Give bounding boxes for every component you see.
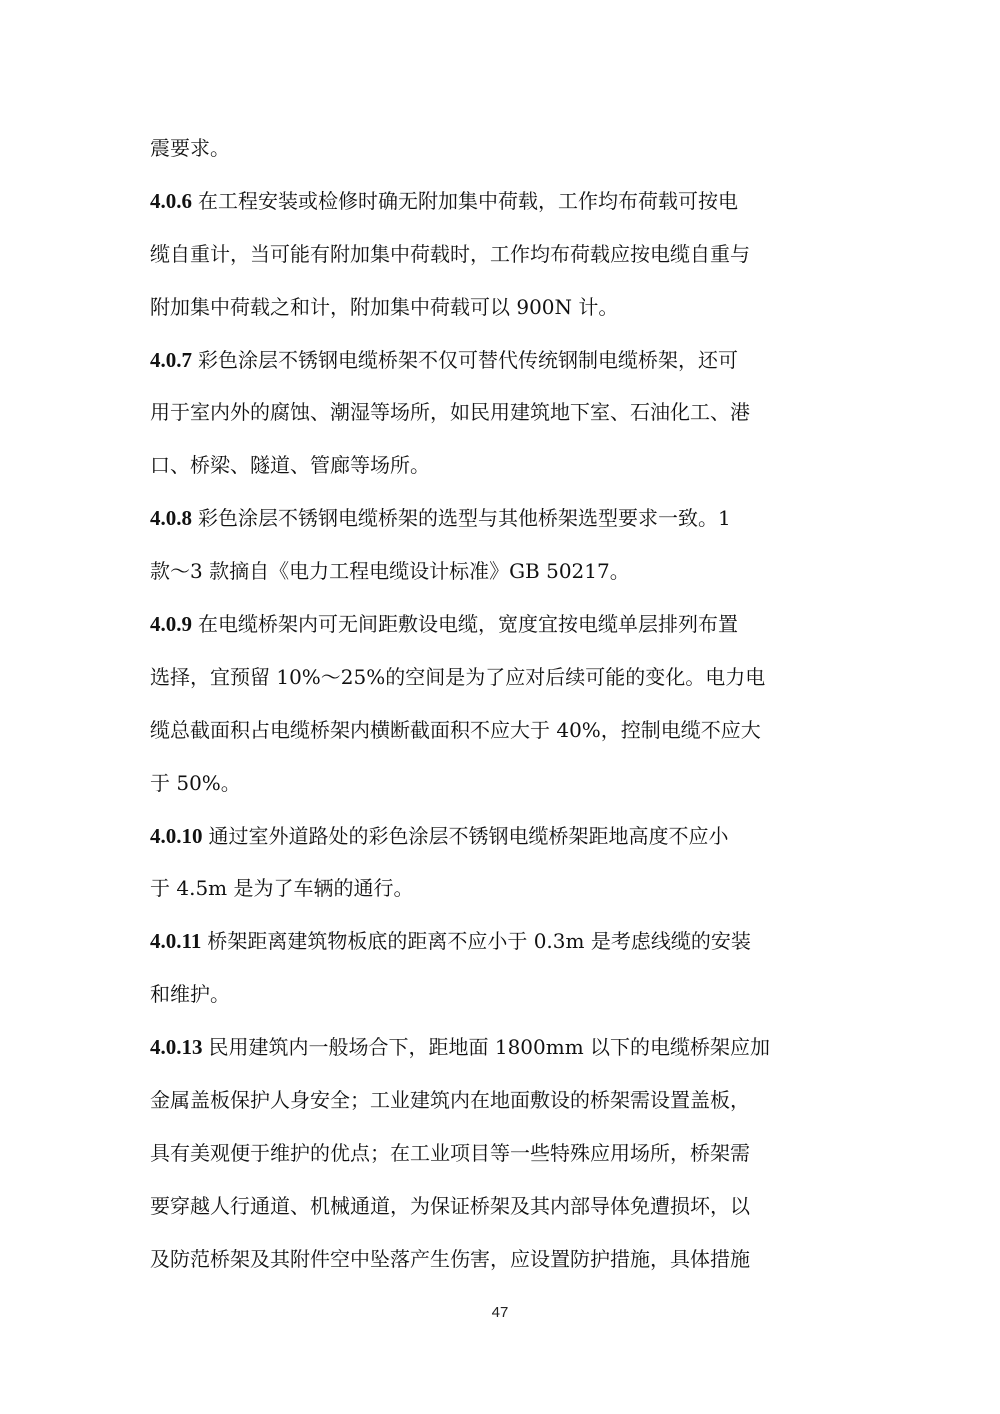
clause-line: 4.0.11 桥架距离建筑物板底的距离不应小于 0.3m 是考虑线缆的安装	[150, 929, 751, 954]
text-line: 震要求。	[150, 136, 230, 160]
text-line: 口、桥梁、隧道、管廊等场所。	[150, 453, 430, 478]
text-line: 用于室内外的腐蚀、潮湿等场所，如民用建筑地下室、石油化工、港	[150, 400, 750, 425]
clause-line: 4.0.13 民用建筑内一般场合下，距地面 1800mm 以下的电缆桥架应加	[150, 1035, 771, 1060]
text-line: 附加集中荷载之和计，附加集中荷载可以 900N 计。	[150, 294, 619, 319]
clause-line: 4.0.9 在电缆桥架内可无间距敷设电缆，宽度宜按电缆单层排列布置	[150, 612, 738, 637]
clause-number: 4.0.13	[150, 1035, 203, 1060]
body-text	[150, 128, 850, 1292]
clause-line: 4.0.6 在工程安装或检修时确无附加集中荷载，工作均布荷载可按电	[150, 188, 738, 213]
clause-line: 4.0.7 彩色涂层不锈钢电缆桥架不仅可替代传统钢制电缆桥架，还可	[150, 347, 738, 372]
text-line: 款～3 款摘自《电力工程电缆设计标准》GB 50217。	[150, 559, 630, 584]
text-line: 于 4.5m 是为了车辆的通行。	[150, 876, 414, 901]
text-line: 金属盖板保护人身安全；工业建筑内在地面敷设的桥架需设置盖板，	[150, 1088, 750, 1113]
text-line: 缆总截面积占电缆桥架内横断截面积不应大于 40%，控制电缆不应大	[150, 717, 761, 742]
clause-line: 4.0.10 通过室外道路处的彩色涂层不锈钢电缆桥架距地高度不应小	[150, 823, 729, 848]
clause-number: 4.0.7	[150, 347, 192, 372]
text-line: 要穿越人行通道、机械通道，为保证桥架及其内部导体免遭损坏，以	[150, 1193, 750, 1218]
clause-number: 4.0.8	[150, 506, 192, 531]
clause-number: 4.0.6	[150, 188, 192, 213]
clause-number: 4.0.9	[150, 612, 192, 637]
clause-number: 4.0.10	[150, 823, 203, 848]
text-line: 具有美观便于维护的优点；在工业项目等一些特殊应用场所，桥架需	[150, 1140, 750, 1165]
text-line: 和维护。	[150, 982, 230, 1007]
text-line: 及防范桥架及其附件空中坠落产生伤害，应设置防护措施，具体措施	[150, 1246, 750, 1271]
clause-number: 4.0.11	[150, 929, 202, 954]
clause-line: 4.0.8 彩色涂层不锈钢电缆桥架的选型与其他桥架选型要求一致。1	[150, 506, 731, 531]
text-line: 选择，宜预留 10%～25%的空间是为了应对后续可能的变化。电力电	[150, 664, 766, 689]
page-number: 47	[491, 1304, 509, 1321]
text-line: 缆自重计，当可能有附加集中荷载时，工作均布荷载应按电缆自重与	[150, 241, 750, 266]
text-line: 于 50%。	[150, 770, 241, 795]
